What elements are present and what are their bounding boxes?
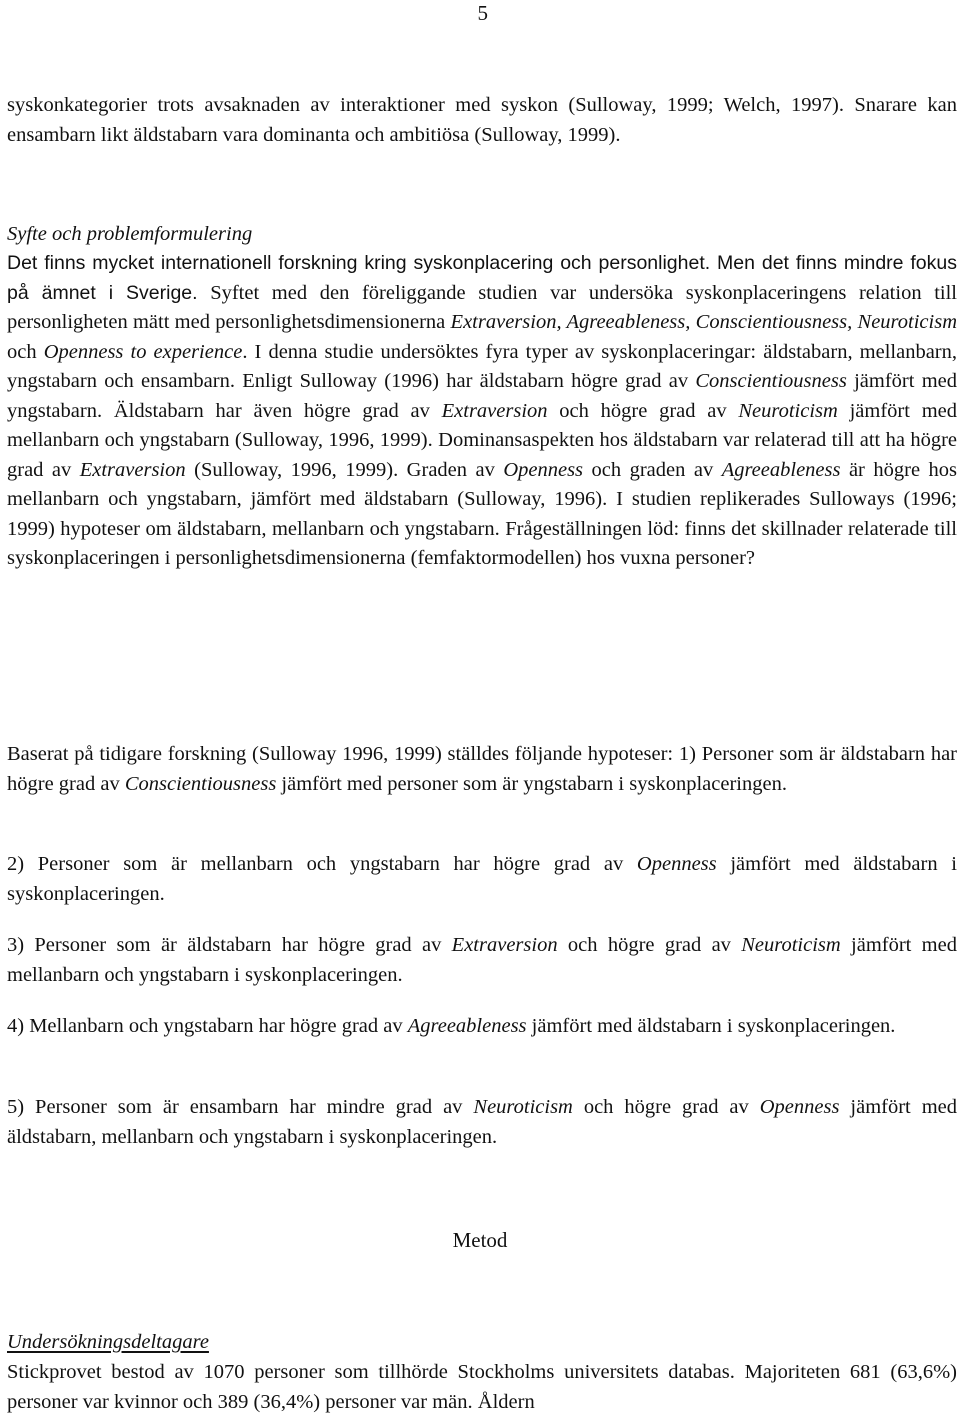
text-run: och högre grad av bbox=[557, 934, 742, 956]
italic-term: Agreeableness bbox=[721, 458, 841, 481]
text-run: 4) Mellanbarn och yngstabarn har högre grad av bbox=[7, 1015, 408, 1037]
section-title-metod: Metod bbox=[452, 1228, 508, 1252]
text-run: . I denna studie undersöktes fyra typer av syskonplaceringar: äldstabarn, mellanbarn, yngstabarn och ensambarn. Enligt Sulloway (1996) har äldstabarn högre grad av bbox=[7, 340, 958, 392]
text-run: 5) Personer som är ensambarn har mindre grad av bbox=[7, 1096, 474, 1118]
italic-term: Openness bbox=[759, 1096, 840, 1118]
text-run: jämfört med yngstabarn. Äldstabarn har även högre grad av bbox=[7, 370, 957, 422]
italic-term: Openness bbox=[636, 853, 717, 875]
italic-term: Agreeableness bbox=[407, 1015, 527, 1037]
italic-term: Extraversion bbox=[451, 934, 558, 956]
text-run: 3) Personer som är äldstabarn har högre grad av bbox=[7, 934, 452, 956]
italic-term: Openness bbox=[503, 458, 584, 481]
paragraph-syfte-sans-sentence: Det finns mycket internationell forskning kring syskonplacering och personlighet. Men det finns mindre fokus på ämnet i Sverige. bbox=[7, 252, 957, 304]
text-run: och högre grad av bbox=[572, 1096, 760, 1118]
text-run: jämfört med personer som är yngstabarn i syskonplaceringen. bbox=[276, 772, 787, 795]
italic-term: Conscientiousness bbox=[124, 772, 277, 795]
subheading-syfte: Syfte och problemformulering bbox=[7, 223, 253, 245]
italic-term: Extraversion bbox=[79, 458, 186, 481]
italic-term: Neuroticism bbox=[473, 1096, 573, 1118]
paragraph-syfte bbox=[7, 249, 957, 574]
italic-term: Extraversion bbox=[441, 399, 548, 422]
hypothesis-4 bbox=[7, 1012, 957, 1042]
hypothesis-5 bbox=[7, 1093, 957, 1152]
text-run: Syftet med den föreliggande studien var undersöka syskonplaceringens relation till personligheten mätt med personlighetsdimensionerna bbox=[7, 281, 957, 333]
text-run: jämfört med mellanbarn och yngstabarn i syskonplaceringen. bbox=[7, 934, 957, 986]
subheading-deltagare: Undersökningsdeltagare bbox=[7, 1331, 209, 1353]
paragraph-intro: syskonkategorier trots avsaknaden av interaktioner med syskon (Sulloway, 1999; Welch, 1997). Snarare kan ensambarn likt äldstabarn vara dominanta och ambitiösa (Sulloway, 1999). bbox=[7, 94, 957, 146]
paragraph-deltagare: Stickprovet bestod av 1070 personer som tillhörde Stockholms universitets databas. Majoriteten 681 (63,6%) personer var kvinnor och 389 (36,4%) personer var män. Åldern bbox=[7, 1361, 957, 1413]
text-run: och graden av bbox=[583, 458, 722, 481]
italic-term: Neuroticism bbox=[738, 399, 838, 422]
text-run: jämfört med äldstabarn i syskonplaceringen. bbox=[7, 853, 957, 905]
paragraph-hypoteser bbox=[7, 740, 957, 799]
italic-term: Extraversion, Agreeableness, Conscientiousness, Neuroticism bbox=[450, 311, 957, 333]
text-run: (Sulloway, 1996, 1999). Graden av bbox=[185, 458, 504, 481]
text-run: Baserat på tidigare forskning (Sulloway 1996, 1999) ställdes följande hypoteser: 1) Personer som är äldstabarn har högre grad av bbox=[7, 743, 957, 795]
text-run: jämfört med mellanbarn och yngstabarn (Sulloway, 1996, 1999). Dominansaspekten hos äldstabarn var relaterad till att ha högre grad av bbox=[7, 399, 957, 481]
text-run: är högre hos mellanbarn och yngstabarn, jämfört med äldstabarn (Sulloway, 1996). I studien replikerades Sulloways (1996; 1999) hypoteser om äldstabarn, mellanbarn och yngstabarn. Frågeställningen löd: finns det skillnader relaterade till syskonplaceringen i personlighetsdimensionerna (femfaktormodellen) hos vuxna personer? bbox=[7, 458, 957, 569]
italic-term: Neuroticism bbox=[741, 934, 841, 956]
text-run: och bbox=[7, 340, 44, 363]
italic-term: Openness to experience bbox=[43, 340, 243, 363]
hypothesis-2 bbox=[7, 850, 957, 909]
text-run: 2) Personer som är mellanbarn och yngstabarn har högre grad av bbox=[7, 853, 637, 875]
text-run: jämfört med äldstabarn i syskonplaceringen. bbox=[526, 1015, 896, 1037]
page-number: 5 bbox=[477, 1, 488, 25]
text-run: jämfört med äldstabarn, mellanbarn och yngstabarn i syskonplaceringen. bbox=[7, 1096, 957, 1148]
hypothesis-3 bbox=[7, 931, 957, 990]
italic-term: Conscientiousness bbox=[695, 370, 847, 392]
text-run: och högre grad av bbox=[547, 399, 739, 422]
